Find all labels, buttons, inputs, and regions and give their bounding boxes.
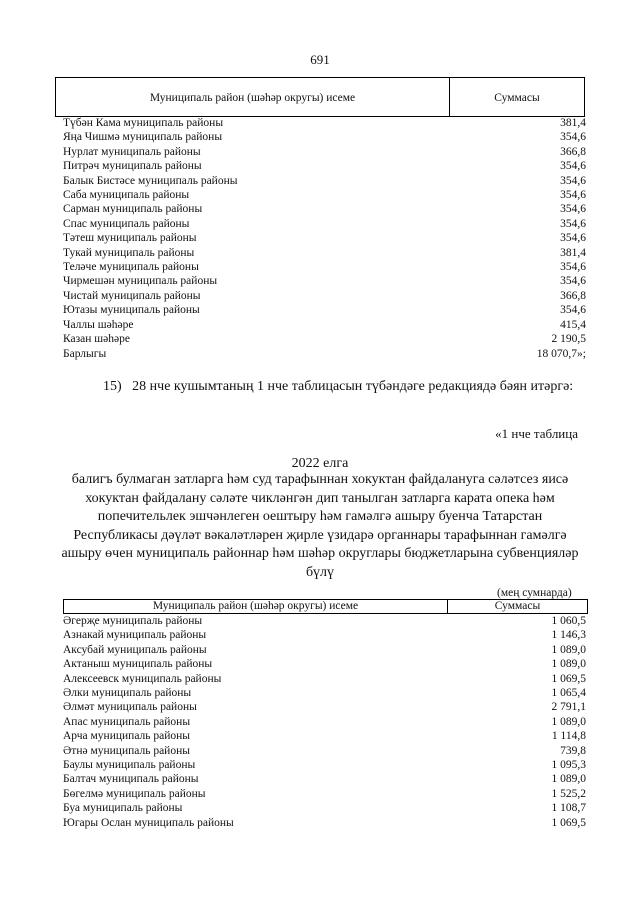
table-row (63, 715, 588, 729)
row-value: 1 146,3 (551, 629, 586, 642)
table-row (63, 801, 588, 815)
row-name: Әтнә муниципаль районы (63, 744, 190, 757)
row-name: Арча муниципаль районы (63, 730, 191, 743)
row-name: Тукай муниципаль районы (63, 246, 195, 259)
paragraph (55, 376, 580, 397)
table-row (63, 159, 588, 173)
row-name: Балык Бистәсе муниципаль районы (63, 174, 238, 187)
row-name: Сарман муниципаль районы (63, 203, 203, 216)
table-row (63, 700, 588, 714)
row-value: 2 190,5 (551, 333, 586, 346)
row-value: 354,6 (560, 275, 586, 288)
row-value: 354,6 (560, 261, 586, 274)
row-value: 1 065,4 (551, 687, 586, 700)
row-name: Барлыгы (63, 347, 107, 360)
table-row (63, 672, 588, 686)
row-name: Казан шәһәре (63, 333, 130, 346)
row-name: Ютазы муниципаль районы (63, 304, 200, 317)
row-name: Нурлат муниципаль районы (63, 145, 201, 158)
row-value: 354,6 (560, 189, 586, 202)
table1-header (55, 77, 585, 117)
table2-header (63, 599, 588, 614)
table-row (63, 130, 588, 144)
row-name: Әлмәт муниципаль районы (63, 701, 197, 714)
table-row (63, 303, 588, 317)
table-label: «1 нче таблица (495, 426, 578, 441)
row-value: 381,4 (560, 246, 586, 259)
row-value: 354,6 (560, 232, 586, 245)
row-name: Спас муниципаль районы (63, 217, 190, 230)
row-name: Баулы муниципаль районы (63, 759, 196, 772)
row-name: Чистай муниципаль районы (63, 289, 201, 302)
row-value: 1 089,0 (551, 715, 586, 728)
row-name: Әлки муниципаль районы (63, 687, 192, 700)
table-row (63, 614, 588, 628)
row-value: 2 791,1 (551, 701, 586, 714)
title-body: балигъ булмаган затларга һәм суд тарафыннан хокуктан файдалануга сәләтсез яисә хокуктан файдалану сәләте чикләнгән дип танылган затларга карата опека һәм попечительлек эшчәнлеген оештыру һәм гамәлгә ашыру буенча Татарстан Республикасы дәүләт вәкаләтләрен җирле үзидарә органнары тарафыннан гамәлгә ашыру өчен муниципаль районнар һәм шәһәр округлары бюджетларына субвенцияләр бүлү (61, 472, 579, 580)
table-row (63, 347, 588, 361)
table-row (63, 758, 588, 772)
row-value: 1 108,7 (551, 802, 586, 815)
table-row (63, 729, 588, 743)
row-name: Бөгелмә муниципаль районы (63, 787, 206, 800)
row-name: Апас муниципаль районы (63, 715, 191, 728)
row-value: 1 089,0 (551, 643, 586, 656)
table-row (63, 116, 588, 130)
row-name: Питрәч муниципаль районы (63, 160, 202, 173)
row-name: Балтач муниципаль районы (63, 773, 199, 786)
row-name: Яңа Чишмә муниципаль районы (63, 131, 223, 144)
table-row (63, 188, 588, 202)
table2-header-name: Муниципаль район (шәһәр округы) исеме (64, 600, 448, 613)
row-value: 739,8 (560, 744, 586, 757)
row-value: 354,6 (560, 160, 586, 173)
row-value: 354,6 (560, 304, 586, 317)
row-name: Актаныш муниципаль районы (63, 658, 213, 671)
row-value: 1 069,5 (551, 672, 586, 685)
table2 (63, 614, 588, 830)
row-value: 1 060,5 (551, 615, 586, 627)
table-row (63, 231, 588, 245)
paragraph-text: 15) 28 нче кушымтаның 1 нче таблицасын түбәндәге редакциядә бәян итәргә: (103, 379, 574, 394)
row-value: 354,6 (560, 131, 586, 144)
table-row (63, 686, 588, 700)
table-row (63, 260, 588, 274)
table1-header-name: Муниципаль район (шәһәр округы) исеме (56, 78, 450, 116)
table-row (63, 246, 588, 260)
table-row (63, 274, 588, 288)
row-name: Югары Ослан муниципаль районы (63, 816, 234, 829)
row-name: Әгерҗе муниципаль районы (63, 615, 203, 627)
row-value: 354,6 (560, 217, 586, 230)
table-row (63, 202, 588, 216)
table1 (63, 116, 588, 361)
row-value: 1 089,0 (551, 658, 586, 671)
row-name: Чирмешән муниципаль районы (63, 275, 218, 288)
row-value: 366,8 (560, 145, 586, 158)
row-value: 1 114,8 (551, 730, 586, 743)
row-name: Азнакай муниципаль районы (63, 629, 207, 642)
row-value: 1 095,3 (551, 759, 586, 772)
table1-header-sum: Суммасы (494, 92, 540, 104)
row-name: Чаллы шәһәре (63, 318, 134, 331)
row-value: 381,4 (560, 117, 586, 129)
row-value: 1 525,2 (551, 787, 586, 800)
row-name: Саба муниципаль районы (63, 189, 190, 202)
units-label: (мең сумнарда) (497, 587, 572, 599)
table-row (63, 657, 588, 671)
row-value: 1 089,0 (551, 773, 586, 786)
row-value: 366,8 (560, 289, 586, 302)
row-value: 354,6 (560, 174, 586, 187)
table-row (63, 643, 588, 657)
row-value: 415,4 (560, 318, 586, 331)
row-name: Алексеевск муниципаль районы (63, 672, 222, 685)
table-row (63, 787, 588, 801)
table-row (63, 217, 588, 231)
table-row (63, 744, 588, 758)
row-name: Теләче муниципаль районы (63, 261, 199, 274)
title-year: 2022 елга (291, 456, 349, 471)
table-row (63, 332, 588, 346)
row-value: 1 069,5 (551, 816, 586, 829)
row-name: Аксубай муниципаль районы (63, 643, 207, 656)
table-row (63, 174, 588, 188)
row-value: 354,6 (560, 203, 586, 216)
table-row (63, 772, 588, 786)
table-row (63, 289, 588, 303)
page-number: 691 (310, 52, 330, 67)
row-name: Тәтеш муниципаль районы (63, 232, 197, 245)
table-row (63, 816, 588, 830)
row-name: Түбән Кама муниципаль районы (63, 117, 224, 129)
table2-header-sum: Суммасы (494, 600, 541, 612)
row-value: 18 070,7»; (536, 347, 586, 360)
table-row (63, 145, 588, 159)
table-row (63, 628, 588, 642)
row-name: Буа муниципаль районы (63, 802, 183, 815)
table-row (63, 318, 588, 332)
